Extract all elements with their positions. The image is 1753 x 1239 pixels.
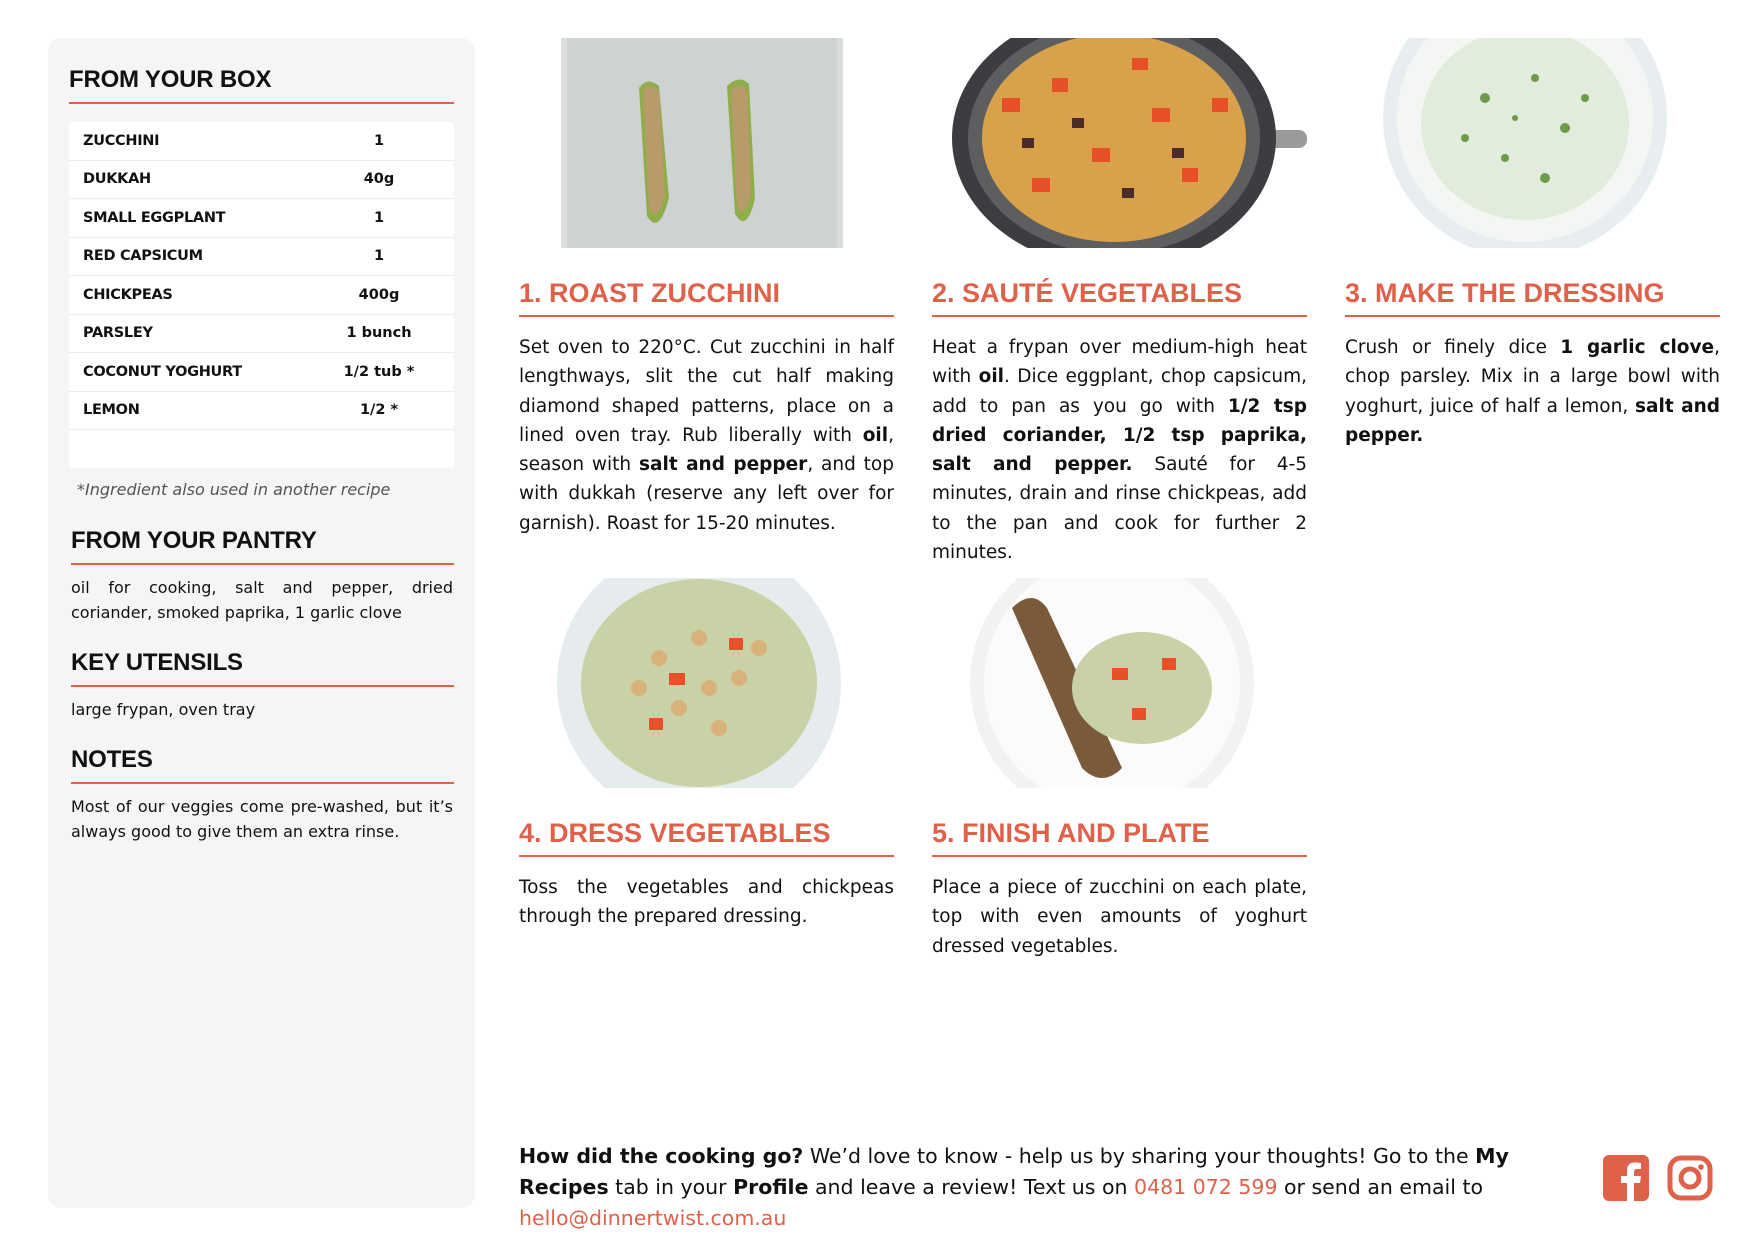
text-run: We’d love to know - help us by sharing your thoughts! Go to the bbox=[803, 1144, 1476, 1168]
ingredient-qty: 1/2 tub * bbox=[343, 363, 415, 380]
step-1-title: 1. ROAST ZUCCHINI bbox=[519, 278, 894, 317]
ingredient-row bbox=[69, 353, 454, 392]
text-run: Sauté for 4-5 minutes, drain and rinse chickpeas, add to the pan and cook for further 2 minutes. bbox=[932, 454, 1307, 564]
step-2-text bbox=[932, 333, 1307, 567]
step-4-photo bbox=[519, 578, 894, 788]
text-run: oil bbox=[978, 366, 1005, 388]
step-5 bbox=[932, 578, 1307, 961]
step-1-text bbox=[519, 333, 894, 538]
pantry-text: oil for cooking, salt and pepper, dried coriander, smoked paprika, 1 garlic clove bbox=[71, 578, 453, 622]
ingredient-row bbox=[69, 161, 454, 200]
ingredient-row bbox=[69, 122, 454, 161]
saute-vegetables-image bbox=[932, 38, 1307, 248]
pantry-title: FROM YOUR PANTRY bbox=[71, 527, 454, 565]
text-run: and leave a review! Text us on bbox=[808, 1175, 1135, 1199]
ingredient-qty: 1 bbox=[373, 209, 385, 226]
step-5-text bbox=[932, 873, 1307, 961]
ingredient-name: SMALL EGGPLANT bbox=[83, 209, 226, 226]
ingredient-qty: 1/2 * bbox=[359, 402, 399, 419]
ingredient-row bbox=[69, 276, 454, 315]
step-2-title: 2. SAUTÉ VEGETABLES bbox=[932, 278, 1307, 317]
notes-text: Most of our veggies come pre-washed, but it’s always good to give them an extra rinse. bbox=[71, 797, 453, 841]
text-run: Toss the vegetables and chickpeas through the prepared dressing. bbox=[519, 877, 894, 928]
ingredient-qty: 1 bbox=[373, 248, 385, 265]
step-4-title: 4. DRESS VEGETABLES bbox=[519, 818, 894, 857]
ingredient-footnote: *Ingredient also used in another recipe bbox=[77, 480, 391, 499]
text-run: 1 garlic clove bbox=[1560, 337, 1715, 358]
text-run: salt and pepper bbox=[638, 454, 808, 476]
text-run: tab in your bbox=[608, 1175, 734, 1199]
text-run: My Recipes bbox=[519, 1144, 1509, 1199]
step-1 bbox=[519, 38, 894, 538]
ingredient-qty: 400g bbox=[358, 286, 400, 303]
step-5-photo bbox=[932, 578, 1307, 788]
ingredient-qty: 1 bbox=[373, 132, 385, 149]
notes-section bbox=[71, 746, 454, 844]
text-run: Place a piece of zucchini on each plate, top with even amounts of yoghurt dressed vegetables. bbox=[932, 877, 1307, 957]
ingredient-row bbox=[69, 315, 454, 354]
text-run: Set oven to 220°C. Cut zucchini in half lengthways, slit the cut half making diamond shaped patterns, place on a lined oven tray. Rub liberally with bbox=[519, 337, 894, 446]
ingredient-row bbox=[69, 199, 454, 238]
ingredient-name: CHICKPEAS bbox=[83, 286, 173, 303]
step-3 bbox=[1345, 38, 1720, 450]
plated-dish-image bbox=[932, 578, 1307, 788]
ingredient-row bbox=[69, 392, 454, 431]
step-4-text bbox=[519, 873, 894, 932]
ingredients-table bbox=[69, 122, 454, 468]
step-3-title: 3. MAKE THE DRESSING bbox=[1345, 278, 1720, 317]
text-run: , season with bbox=[519, 424, 894, 476]
text-run: 0481 072 599 bbox=[1134, 1175, 1278, 1199]
text-run: salt and pepper. bbox=[1345, 395, 1720, 446]
step-3-photo bbox=[1345, 38, 1720, 248]
ingredient-name: LEMON bbox=[83, 402, 140, 419]
text-run: or send an email to bbox=[1277, 1175, 1484, 1199]
utensils-title: KEY UTENSILS bbox=[71, 649, 454, 687]
instagram-icon[interactable] bbox=[1667, 1155, 1713, 1201]
step-2 bbox=[932, 38, 1307, 567]
box-title: FROM YOUR BOX bbox=[69, 66, 454, 104]
ingredient-qty: 1 bunch bbox=[346, 325, 412, 342]
roast-zucchini-image bbox=[519, 38, 894, 248]
ingredient-name: PARSLEY bbox=[83, 325, 153, 342]
feedback-footer bbox=[519, 1141, 1579, 1234]
pantry-section bbox=[71, 527, 454, 625]
text-run: oil bbox=[862, 424, 889, 446]
ingredient-name: ZUCCHINI bbox=[83, 132, 160, 149]
ingredient-name: DUKKAH bbox=[83, 171, 151, 188]
ingredient-name: RED CAPSICUM bbox=[83, 248, 203, 265]
step-2-photo bbox=[932, 38, 1307, 248]
utensils-text: large frypan, oven tray bbox=[71, 700, 256, 719]
notes-title: NOTES bbox=[71, 746, 454, 784]
utensils-section bbox=[71, 649, 454, 722]
text-run: Crush or finely dice bbox=[1345, 337, 1561, 358]
dressed-vegetables-image bbox=[519, 578, 894, 788]
ingredient-row bbox=[69, 238, 454, 277]
text-run: hello@dinnertwist.com.au bbox=[519, 1206, 787, 1230]
step-1-photo bbox=[519, 38, 894, 248]
text-run: How did the cooking go? bbox=[519, 1144, 804, 1168]
ingredient-name: COCONUT YOGHURT bbox=[83, 363, 242, 380]
text-run: , and top with dukkah (reserve any left over for garnish). Roast for 15-20 minutes. bbox=[519, 454, 894, 534]
text-run: 1/2 tsp dried coriander, 1/2 tsp paprika, salt and pepper. bbox=[932, 395, 1307, 476]
ingredient-qty: 40g bbox=[363, 171, 395, 188]
text-run: , chop parsley. Mix in a large bowl with yoghurt, juice of half a lemon, bbox=[1345, 337, 1720, 417]
text-run: . Dice eggplant, chop capsicum, add to pan as you go with bbox=[932, 366, 1307, 417]
ingredients-sidebar bbox=[48, 38, 475, 1208]
facebook-icon[interactable] bbox=[1603, 1155, 1649, 1201]
step-3-text bbox=[1345, 333, 1720, 450]
text-run: Heat a frypan over medium-high heat with bbox=[932, 337, 1307, 388]
step-5-title: 5. FINISH AND PLATE bbox=[932, 818, 1307, 857]
text-run: Profile bbox=[733, 1175, 809, 1199]
dressing-bowl-image bbox=[1345, 38, 1720, 248]
step-4 bbox=[519, 578, 894, 932]
